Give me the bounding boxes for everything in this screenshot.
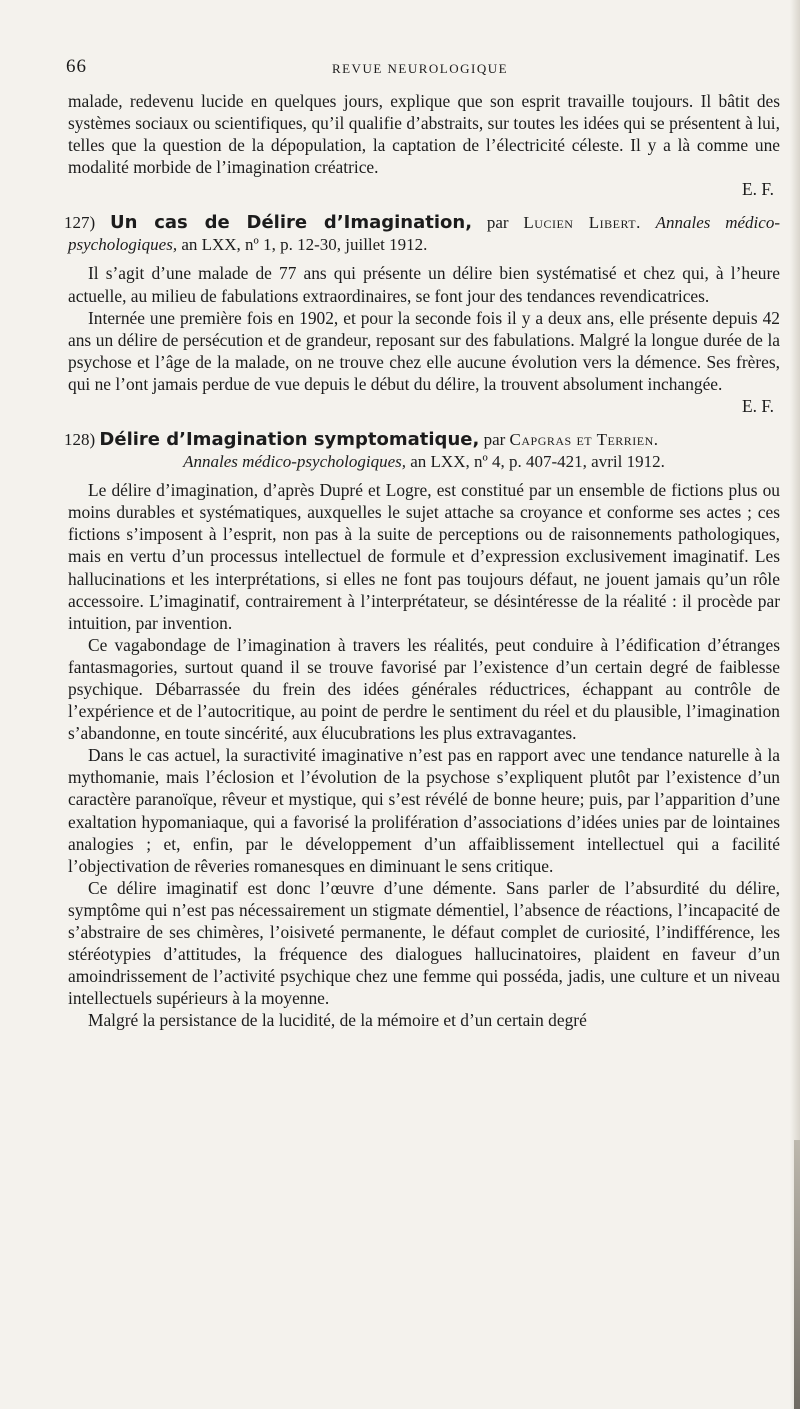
running-title: REVUE NEUROLOGIQUE: [331, 61, 509, 76]
entry-128-authors: Capgras et Terrien.: [509, 430, 659, 450]
intro-paragraph: [68, 90, 780, 200]
entry-128-by: par: [483, 430, 506, 450]
intro-signature: E. F.: [742, 179, 774, 200]
entry-127-heading: [64, 212, 780, 256]
page-body: [64, 90, 780, 1031]
page-edge-dark: [794, 1140, 800, 1409]
entry-127-details: an LXX, nº 1, p. 12-30, juillet 1912.: [181, 235, 428, 255]
entry-127-number: 127): [64, 213, 96, 233]
entry-127-paragraph-2: [68, 307, 780, 417]
entry-128-journal: Annales médico-psychologiques,: [183, 452, 406, 472]
entry-128-details: an LXX, nº 4, p. 407-421, avril 1912.: [410, 452, 665, 472]
page-header: [66, 56, 774, 82]
entry-128-paragraph-3: Dans le cas actuel, la suractivité imaginative n’est pas en rapport avec une tendance naturelle à la mythomanie, mais l’éclosion et l’évolution de la psychose s’expliquent plutôt par l’existence d’un caractère paranoïque, rêveur et mystique, qui s’est révélé de bonne heure; puis, par l’apparition d’une exaltation hypomaniaque, qui a favorisé la prolifération d’associations d’idées unies par de lointaines analogies ; et, enfin, par le développement d’un affaiblissement intellectuel qui a facilité l’objectivation de rêveries romanesques en diminuant le sens critique.: [68, 745, 780, 876]
entry-128-paragraph-4: Ce délire imaginatif est donc l’œuvre d’une démente. Sans parler de l’absurdité du délire, symptôme qui n’est pas nécessairement un stigmate démentiel, l’absence de réactions, l’incapacité de s’abstraire de ses chimères, l’oisiveté permanente, le défaut complet de curiosité, l’indifférence, les stéréotypies d’attitudes, la fréquence des dialogues hallucinatoires, plaident en faveur d’un amoindrissement de l’activité psychique chez une femme qui posséda, jadis, une culture et un niveau intellectuels supérieurs à la moyenne.: [68, 877, 780, 1009]
entry-128-number: 128): [64, 430, 96, 450]
entry-127-journal: Annales médico-psychologiques,: [68, 213, 780, 255]
entry-128-title: Délire d’Imagination symptomatique,: [99, 429, 480, 451]
entry-127-author: Lucien Libert.: [523, 213, 641, 233]
entry-128-paragraph-2: Ce vagabondage de l’imagination à travers les réalités, peut conduire à l’édification d’étranges fantasmagories, surtout quand il se trouve favorisé par l’existence d’un certain degré de faiblesse psychique. Débarrassée du frein des idées générales réductrices, échappant au contrôle de l’expérience et de l’autocritique, au point de perdre le sentiment du réel et du plausible, l’imagination s’abandonne, en toute sincérité, aux élucubrations les plus extravagantes.: [68, 634, 780, 744]
entry-128-heading: [64, 429, 780, 473]
entry-127-signature: E. F.: [742, 396, 774, 417]
page-number: 66: [66, 56, 87, 77]
entry-127-paragraph-2-text: Internée une première fois en 1902, et pour la seconde fois il y a deux ans, elle présente depuis 42 ans un délire de persécution et de grandeur, reposant sur des fabulations. Malgré la longue durée de la psychose et l’âge de la malade, on ne trouve chez elle aucune évolution vers la démence. Ses frères, qui ne l’ont jamais perdue de vue depuis le début du délire, la trouvent absolument inchangée.: [68, 307, 780, 394]
entry-128-paragraph-1: Le délire d’imagination, d’après Dupré et Logre, est constitué par un ensemble de fictions plus ou moins durables et systématiques, auxquelles le sujet attache sa croyance et conforme ses actes ; ces fictions s’imposent à l’esprit, non pas à la suite de perceptions ou de raisonnements pathologiques, mais en vertu d’un processus intellectuel de formule et d’expression exclusivement imaginatif. Les hallucinations et les interprétations, si elles ne font pas toujours défaut, ne jouent jamais qu’un rôle accessoire. L’imaginatif, contrairement à l’interprétateur, se désintéresse de la réalité : il procède par intuition, par invention.: [68, 480, 780, 633]
entry-128-paragraph-5: Malgré la persistance de la lucidité, de la mémoire et d’un certain degré: [88, 1010, 587, 1031]
intro-text: malade, redevenu lucide en quelques jours, explique que son esprit travaille toujours. Il bâtit des systèmes sociaux ou scientifiques, qu’il qualifie d’abstraits, sur toutes les idées qui se présentent à lui, telles que la question de la dépopulation, la captation de l’électricité céleste. Il y a là comme une modalité morbide de l’imagination créatrice.: [68, 91, 780, 178]
entry-127-paragraph-1: Il s’agit d’une malade de 77 ans qui présente un délire bien systématisé et chez qui, à l’heure actuelle, au milieu de fabulations extraordinaires, se font jour des tendances revendicatrices.: [68, 263, 780, 306]
entry-127-by: par: [486, 213, 509, 233]
entry-128-citation: [68, 451, 780, 473]
entry-127-title: Un cas de Délire d’Imagination,: [109, 212, 473, 234]
